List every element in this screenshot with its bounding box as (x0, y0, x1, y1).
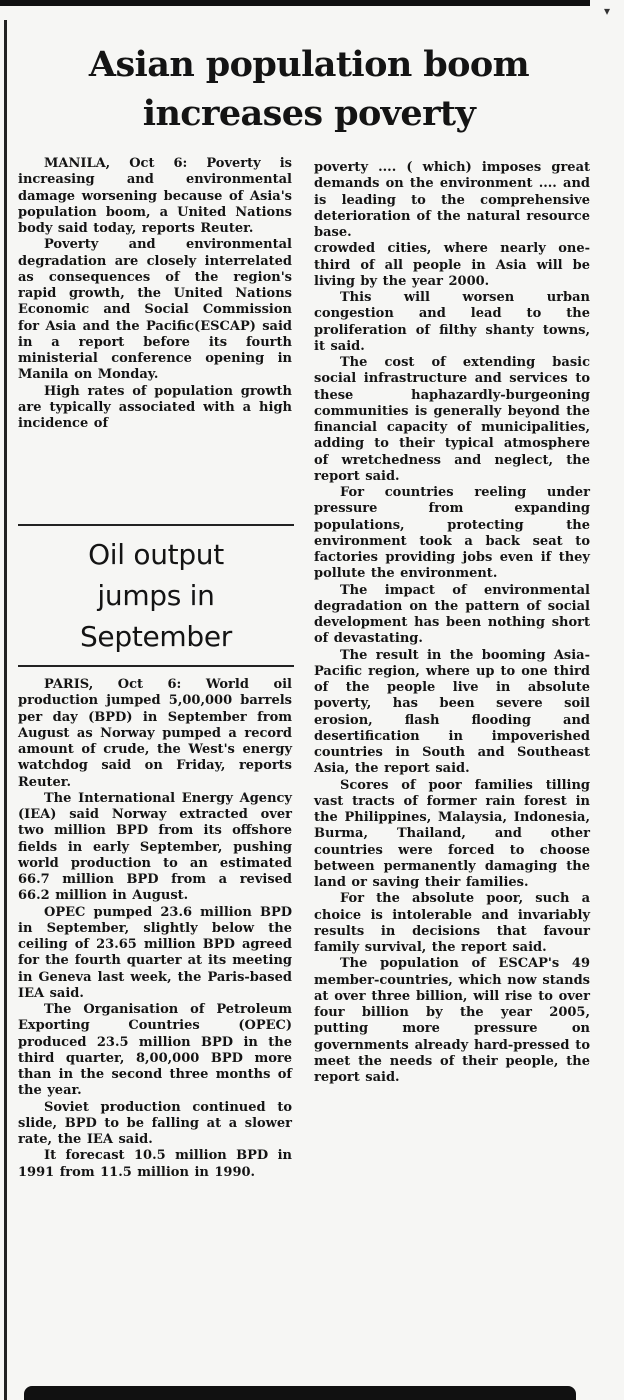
corner-mark-icon: ▾ (604, 4, 611, 18)
article-paragraph: MANILA, Oct 6: Poverty is increasing and environmental damage worsening because of Asia's population boom, a United Nations body said today, reports Reuter. (18, 156, 292, 236)
article-paragraph: It forecast 10.5 million BPD in 1991 from 11.5 million in 1990. (18, 1148, 292, 1180)
main-article-right-column (314, 160, 590, 1086)
article-paragraph: The impact of environmental degradation on the pattern of social development has been nothing short of devastating. (314, 582, 590, 647)
article-paragraph: PARIS, Oct 6: World oil production jumped 5,00,000 barrels per day (BPD) in September from August as Norway pumped a record amount of crude, the West's energy watchdog said on Friday, reports Reuter. (18, 677, 292, 790)
article-paragraph: The population of ESCAP's 49 member-countries, which now stands at over three billion, will rise to over four billion by the year 2005, putting more pressure on governments already hard-pressed to meet the needs of their people, the report said. (314, 956, 590, 1085)
article-paragraph: High rates of population growth are typically associated with a high incidence of (18, 383, 292, 431)
oil-headline-line3: September (79, 620, 233, 653)
bottom-border-bar (24, 1386, 576, 1400)
article-paragraph: For the absolute poor, such a choice is intolerable and invariably results in decisions that favour family survival, the report said. (314, 891, 590, 955)
article-paragraph: Scores of poor families tilling vast tracts of former rain forest in the Philippines, Malaysia, Indonesia, Burma, Thailand, and other countries were forced to choose between permanently damaging the land or saving their families. (314, 777, 590, 890)
main-article-left-column (18, 156, 292, 432)
subhead-bottom-rule (18, 665, 294, 667)
article-paragraph: crowded cities, where nearly one- third of all people in Asia will be living by the year 2000. (314, 241, 590, 289)
article-paragraph: OPEC pumped 23.6 million BPD in September, slightly below the ceiling of 23.65 million BPD agreed for the fourth quarter at its meeting in Geneva last week, the Paris-based IEA said. (18, 904, 292, 1001)
main-headline (14, 40, 604, 138)
article-paragraph: The cost of extending basic social infrastructure and services to these haphazardly-burgeoning communities is generally beyond the financial capacity of municipalities, adding to their typical atmosphere of wretchedness and neglect, the report said. (314, 355, 590, 484)
oil-headline-line2: jumps in (97, 579, 215, 612)
top-border-rule (0, 0, 590, 6)
article-paragraph: The Organisation of Petroleum Exporting Countries (OPEC) produced 23.5 million BPD in the third quarter, 8,00,000 BPD more than in the second three months of the year. (18, 1002, 292, 1099)
article-paragraph: Soviet production continued to slide, BPD to be falling at a slower rate, the IEA said. (18, 1099, 292, 1147)
main-headline-line1: Asian population boom (88, 44, 530, 85)
article-paragraph: For countries reeling under pressure from expanding populations, protecting the environment took a back seat to factories providing jobs even if they pollute the environment. (314, 485, 590, 582)
oil-article-column (18, 677, 292, 1181)
main-headline-line2: increases poverty (142, 93, 476, 134)
article-paragraph: poverty .... ( which) imposes great demands on the environment .... and is leading to the comprehensive deterioration of the natural resource base. (314, 160, 590, 240)
subhead-top-rule (18, 524, 294, 526)
article-paragraph: The result in the booming Asia-Pacific region, where up to one third of the people live in absolute poverty, has been severe soil erosion, flash flooding and desertification in impoverished countries in South and Southeast Asia, the report said. (314, 647, 590, 777)
article-paragraph: This will worsen urban congestion and lead to the proliferation of filthy shanty towns, it said. (314, 290, 590, 354)
article-paragraph: The International Energy Agency (IEA) said Norway extracted over two million BPD from its offshore fields in early September, pushing world production to an estimated 66.7 million BPD from a revised 66.2 million in August. (18, 790, 292, 904)
article-paragraph: Poverty and environmental degradation are closely interrelated as consequences of the region's rapid growth, the United Nations Economic and Social Commission for Asia and the Pacific(ESCAP) said in a report before its fourth ministerial conference opening in Manila on Monday. (18, 237, 292, 383)
oil-headline-line1: Oil output (88, 538, 224, 571)
oil-headline (18, 534, 294, 657)
left-border-rule (4, 20, 7, 1400)
